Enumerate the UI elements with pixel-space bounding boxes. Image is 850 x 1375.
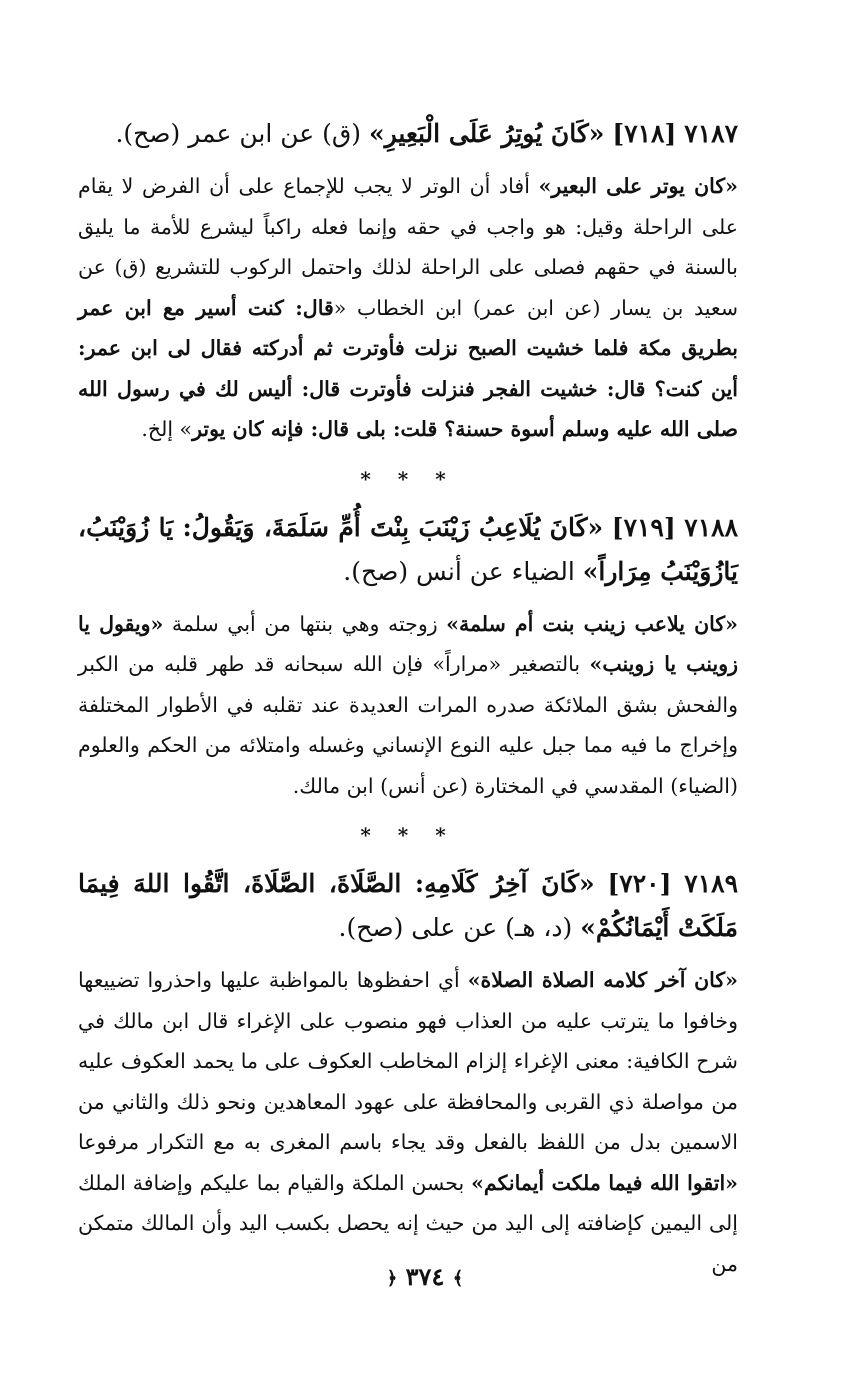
- commentary-segment: بحسن الملكة والقيام بما عليكم وإضافة الملك إلى اليمين كإضافته إلى اليد من حيث إنه يحصل بكسب اليد وأن المالك متمكن من: [78, 1170, 738, 1276]
- hadith-matn: «كَانَ يُوتِرُ عَلَى الْبَعِيرِ»: [368, 119, 605, 148]
- commentary-segment: أي احفظوها بالمواظبة عليها واحذروا تضييعها وخافوا ما يترتب عليه من العذاب فهو منصوب على الإغراء قال ابن مالك في شرح الكافية: معنى الإغراء إلزام المخاطب العكوف على ما يحمد العكوف عليه من مواصلة ذي القربى والمحافظة على عهود المعاهدين ونحو ذلك والثاني من الاسمين بدل من اللفظ بالفعل وقد يجاء باسم المغرى به مع التكرار مرفوعا: [78, 968, 738, 1154]
- page-body: [78, 112, 738, 1284]
- page-number-footer: [0, 1262, 850, 1291]
- hadith-entry-7188: [78, 506, 738, 807]
- commentary-segment: قال: كنت أسير مع ابن عمر بطريق مكة فلما خشيت الصبح نزلت فأوترت ثم أدركته فقال لى ابن عمر: أين كنت؟ قال: خشيت الفجر فنزلت فأوترت قال: أليس لك في رسول الله صلى الله عليه وسلم أسوة حسنة؟ قلت: بلى قال: فإنه كان يوتر: [78, 295, 738, 441]
- hadith-source: (ق) عن ابن عمر (صح).: [115, 119, 362, 148]
- hadith-commentary: [78, 166, 738, 450]
- hadith-commentary: [78, 604, 738, 807]
- hadith-source: الضياء عن أنس (صح).: [343, 556, 575, 586]
- hadith-sub-number: [٧١٨]: [612, 119, 677, 148]
- commentary-segment: «كان آخر كلامه الصلاة الصلاة»: [467, 968, 738, 992]
- ornament-icon: ﴿: [386, 1268, 398, 1289]
- section-separator: * * *: [360, 823, 456, 847]
- ornament-icon: ﴾: [452, 1268, 464, 1289]
- commentary-segment: «كان يوتر على البعير»: [538, 174, 738, 198]
- hadith-matn: «كَانَ يُلَاعِبُ زَيْنَبَ بِنْتَ أُمِّ سَلَمَةَ، وَيَقُولُ: يَا زُوَيْنَبُ، يَازُوَيْنَبُ مِرَاراً»: [78, 512, 738, 586]
- page-number: ٣٧٤: [405, 1262, 445, 1291]
- hadith-number: ٧١٨٩: [684, 869, 738, 898]
- hadith-entry-7187: [78, 112, 738, 450]
- hadith-entry-7189: [78, 862, 738, 1284]
- hadith-line: [78, 506, 738, 594]
- commentary-segment: «كان يلاعب زينب بنت أم سلمة»: [446, 611, 738, 636]
- hadith-number: ٧١٨٨: [684, 512, 739, 542]
- hadith-commentary: [78, 960, 738, 1284]
- section-separator: * * *: [360, 466, 456, 491]
- hadith-sub-number: [٧٢٠]: [607, 869, 672, 898]
- hadith-source: (د، هـ) عن على (صح).: [338, 913, 573, 942]
- hadith-line: [78, 112, 738, 156]
- commentary-segment: «اتقوا الله فيما ملكت أيمانكم»: [471, 1170, 738, 1195]
- commentary-segment: زوجته وهي بنتها من أبي سلمة: [163, 611, 447, 636]
- hadith-matn: «كَانَ آخِرُ كَلَامِهِ: الصَّلَاةَ، الصَّلَاةَ، اتَّقُوا اللهَ فِيمَا مَلَكَتْ أَيْمَانُكُمْ»: [78, 869, 738, 942]
- hadith-sub-number: [٧١٩]: [611, 512, 676, 542]
- commentary-segment: » إلخ.: [141, 417, 193, 441]
- hadith-number: ٧١٨٧: [684, 119, 738, 148]
- commentary-segment: أفاد أن الوتر لا يجب للإجماع على أن الفرض لا يقام على الراحلة وقيل: هو واجب في حقه وإنما فعله راكباً ليشرع للأمة ما يليق بالسنة في حقهم فصلى على الراحلة لذلك واحتمل الركوب للتشريع (ق) عن سعيد بن يسار (عن ابن عمر) ابن الخطاب «: [78, 174, 738, 320]
- commentary-segment: «ويقول يا زوينب يا زوينب»: [78, 611, 738, 676]
- hadith-line: [78, 862, 738, 950]
- commentary-segment: بالتصغير «مراراً» فإن الله سبحانه قد طهر قلبه من الكبر والفحش بشق الملائكة صدره المرات العديدة عند تقلبه في الأطوار المختلفة وإخراج ما فيه مما جبل عليه النوع الإنساني وغسله وامتلائه من الحكم والعلوم (الضياء) المقدسي في المختارة (عن أنس) ابن مالك.: [78, 652, 738, 798]
